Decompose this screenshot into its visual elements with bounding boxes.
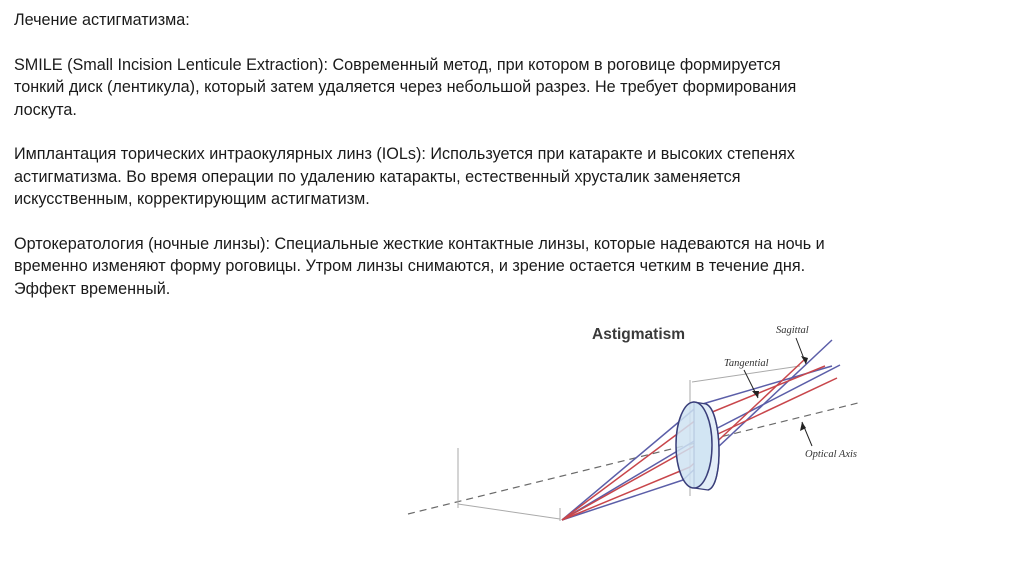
- paragraph-smile-line-3: лоскута.: [14, 100, 77, 119]
- paragraph-smile-line-1: SMILE (Small Incision Lenticule Extraction): Современный метод, при котором в роговице формируется: [14, 55, 781, 74]
- paragraph-iol-line-1: Имплантация торических интраокулярных линз (IOLs): Используется при катаракте и высоких степенях: [14, 145, 795, 164]
- sagittal-label: Sagittal: [776, 325, 809, 336]
- tangential-label: Tangential: [724, 358, 769, 369]
- astigmatism-diagram: [400, 318, 870, 530]
- optical-axis-label: Optical Axis: [805, 449, 858, 460]
- paragraph-iol-line-2: астигматизма. Во время операции по удалению катаракты, естественный хрусталик заменяется: [14, 167, 741, 186]
- slide-heading: Лечение астигматизма:: [14, 11, 190, 29]
- slide-text: [14, 9, 914, 300]
- figure-title: Astigmatism: [592, 326, 686, 343]
- paragraph-iol-line-3: искусственным, корректирующим астигматизм.: [14, 190, 370, 209]
- paragraph-ortho-line-2: временно изменяют форму роговицы. Утром линзы снимаются, и зрение остается четким в течение дня.: [14, 257, 806, 276]
- paragraph-ortho-line-3: Эффект временный.: [14, 279, 171, 298]
- cylinder-lens: [676, 402, 719, 490]
- tangential-arrowhead: [752, 391, 759, 398]
- paragraph-ortho-line-1: Ортокератология (ночные линзы): Специальные жесткие контактные линзы, которые надеваются на ночь и: [14, 235, 825, 254]
- astigmatism-svg: [400, 318, 870, 530]
- paragraph-smile-line-2: тонкий диск (лентикула), который затем удаляется через небольшой разрез. Не требует формирования: [14, 78, 797, 97]
